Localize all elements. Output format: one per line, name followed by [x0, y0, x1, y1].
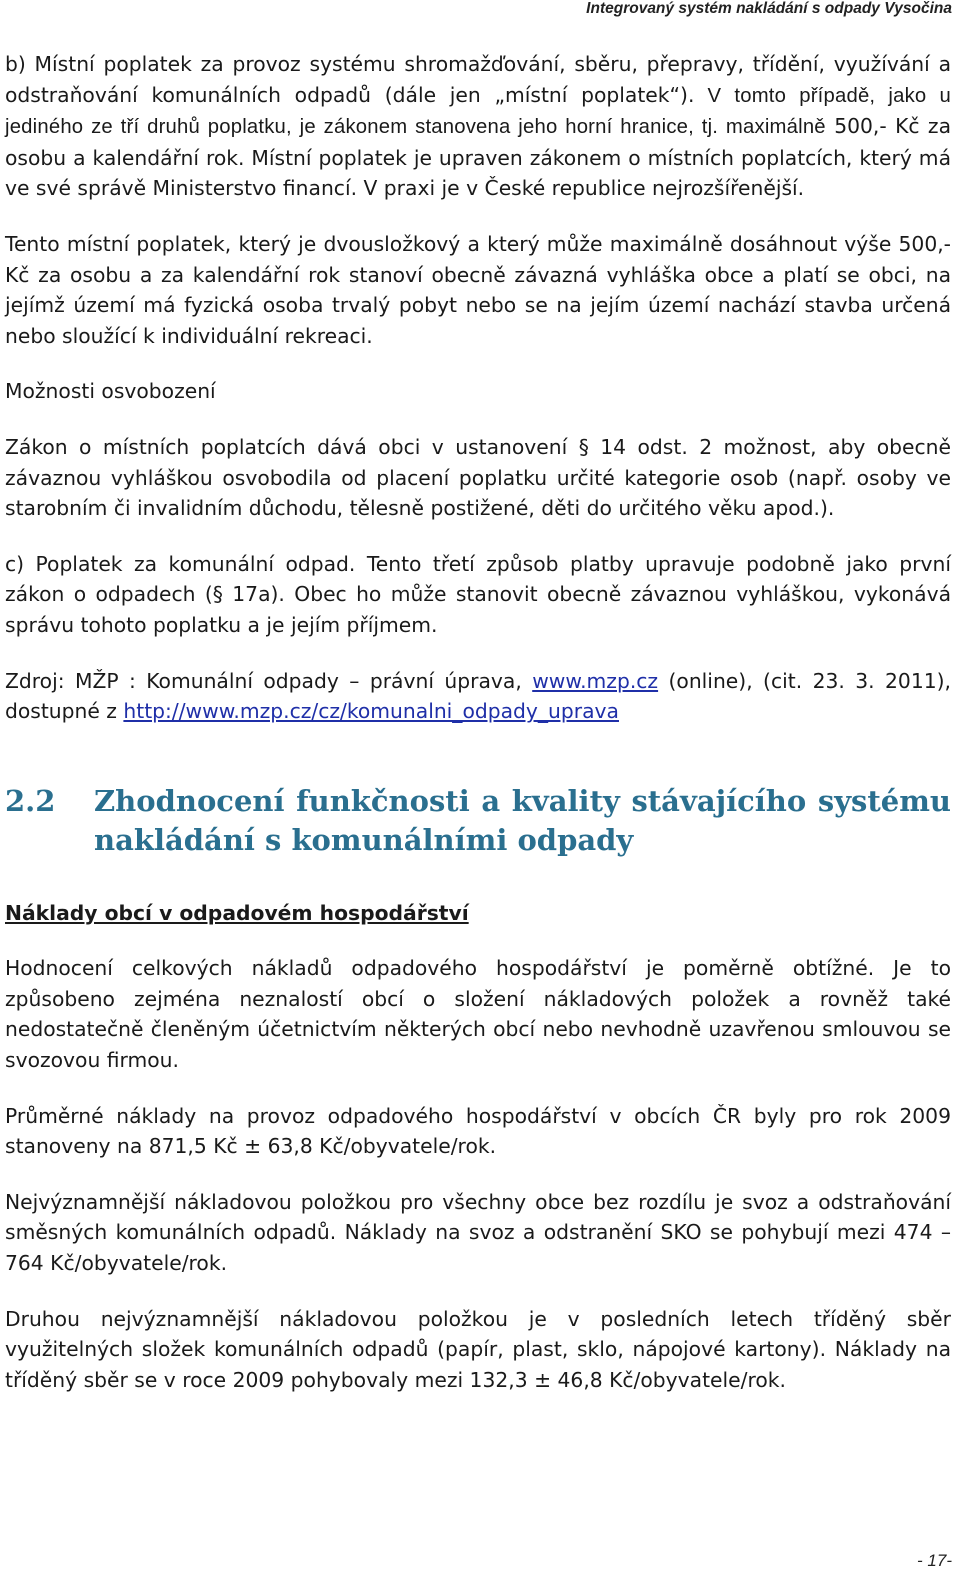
running-header: Integrovaný systém nakládání s odpady Vysočina [586, 0, 952, 17]
paragraph-local-fee [5, 49, 951, 204]
paragraph-exemption-heading: Možnosti osvobození [5, 379, 216, 404]
paragraph-source [5, 666, 951, 727]
source-link-mzp-url[interactable]: http://www.mzp.cz/cz/komunalni_odpady_uprava [123, 699, 619, 724]
paragraph-main-cost-item: Nejvýznamnější nákladovou položkou pro všechny obce bez rozdílu je svoz a odstraňování směsných komunálních odpadů. Náklady na svoz a odstranění SKO se pohybují mezi 474 – 764 Kč/obyvatele/rok. [5, 1189, 951, 1276]
paragraph-fee-details: Tento místní poplatek, který je dvousložkový a který může maximálně dosáhnout výše 500,- Kč za osobu a za kalendářní rok stanoví obecně závazná vyhláška obce a platí se obci, na jejímž území má fyzická osoba trvalý pobyt nebo se na jejím území nachází stavba určená nebo sloužící k individuální rekreaci. [5, 231, 951, 348]
section-heading [5, 782, 951, 860]
document-body [5, 49, 951, 1395]
section-title: Zhodnocení funkčnosti a kvality stávajícího systému nakládání s komunálními odpady [94, 783, 951, 857]
section-number: 2.2 [5, 783, 56, 818]
paragraph-municipal-waste-fee: c) Poplatek za komunální odpad. Tento třetí způsob platby upravuje podobně jako první zákon o odpadech (§ 17a). Obec ho může stanovit obecně závaznou vyhláškou, vykonává správu tohoto poplatku a je jejím příjmem. [5, 551, 951, 637]
paragraph-cost-evaluation: Hodnocení celkových nákladů odpadového hospodářství je poměrně obtížné. Je to způsobeno zejména neznalostí obcí o složení nákladových položek a rovněž také nedostatečně členěným účetnictvím některých obcí nebo nevhodně uzavřenou smlouvou se svozovou firmou. [5, 956, 951, 1073]
paragraph-exemption-text: Zákon o místních poplatcích dává obci v ustanovení § 14 odst. 2 možnost, aby obecně závaznou vyhláškou osvobodila od placení poplatku určité kategorie osob (např. osoby ve starobním či invalidním důchodu, tělesně postižené, děti do určitého věku apod.). [5, 434, 951, 521]
subheading-costs: Náklady obcí v odpadovém hospodářství [5, 900, 469, 925]
source-text: (online), (cit. 23. 3. 2011), dostupné z [5, 668, 952, 724]
paragraph-text: b) Místní poplatek za provoz systému shromažďování, sběru, přepravy, třídění, využívání a odstraňování komunálních odpadů (dále jen „místní poplatek“). [5, 52, 951, 107]
paragraph-average-costs: Průměrné náklady na provoz odpadového hospodářství v obcích ČR byly pro rok 2009 stanoveny na 871,5 Kč ± 63,8 Kč/obyvatele/rok. [5, 1103, 951, 1159]
paragraph-text: V tomto případě, jako u jediného ze tří druhů poplatku, je zákonem stanovena jeho horní hranice, tj. maximálně [5, 84, 951, 139]
paragraph-text: 500,- Kč za osobu a kalendářní rok. Místní poplatek je upraven zákonem o místních poplatcích, který má ve své správě Ministerstvo financí. V praxi je v České republice nejrozšířenější. [5, 114, 951, 201]
source-link-mzp[interactable]: www.mzp.cz [532, 668, 659, 693]
source-text: Zdroj: MŽP : Komunální odpady – právní úprava, [5, 668, 533, 693]
paragraph-second-cost-item: Druhou nejvýznamnější nákladovou položkou je v posledních letech tříděný sběr využitelných složek komunálních odpadů (papír, plast, sklo, nápojové kartony). Náklady na tříděný sběr se v roce 2009 pohybovaly mezi 132,3 ± 46,8 Kč/obyvatele/rok. [5, 1306, 951, 1392]
page-number: - 17- [917, 1551, 952, 1570]
